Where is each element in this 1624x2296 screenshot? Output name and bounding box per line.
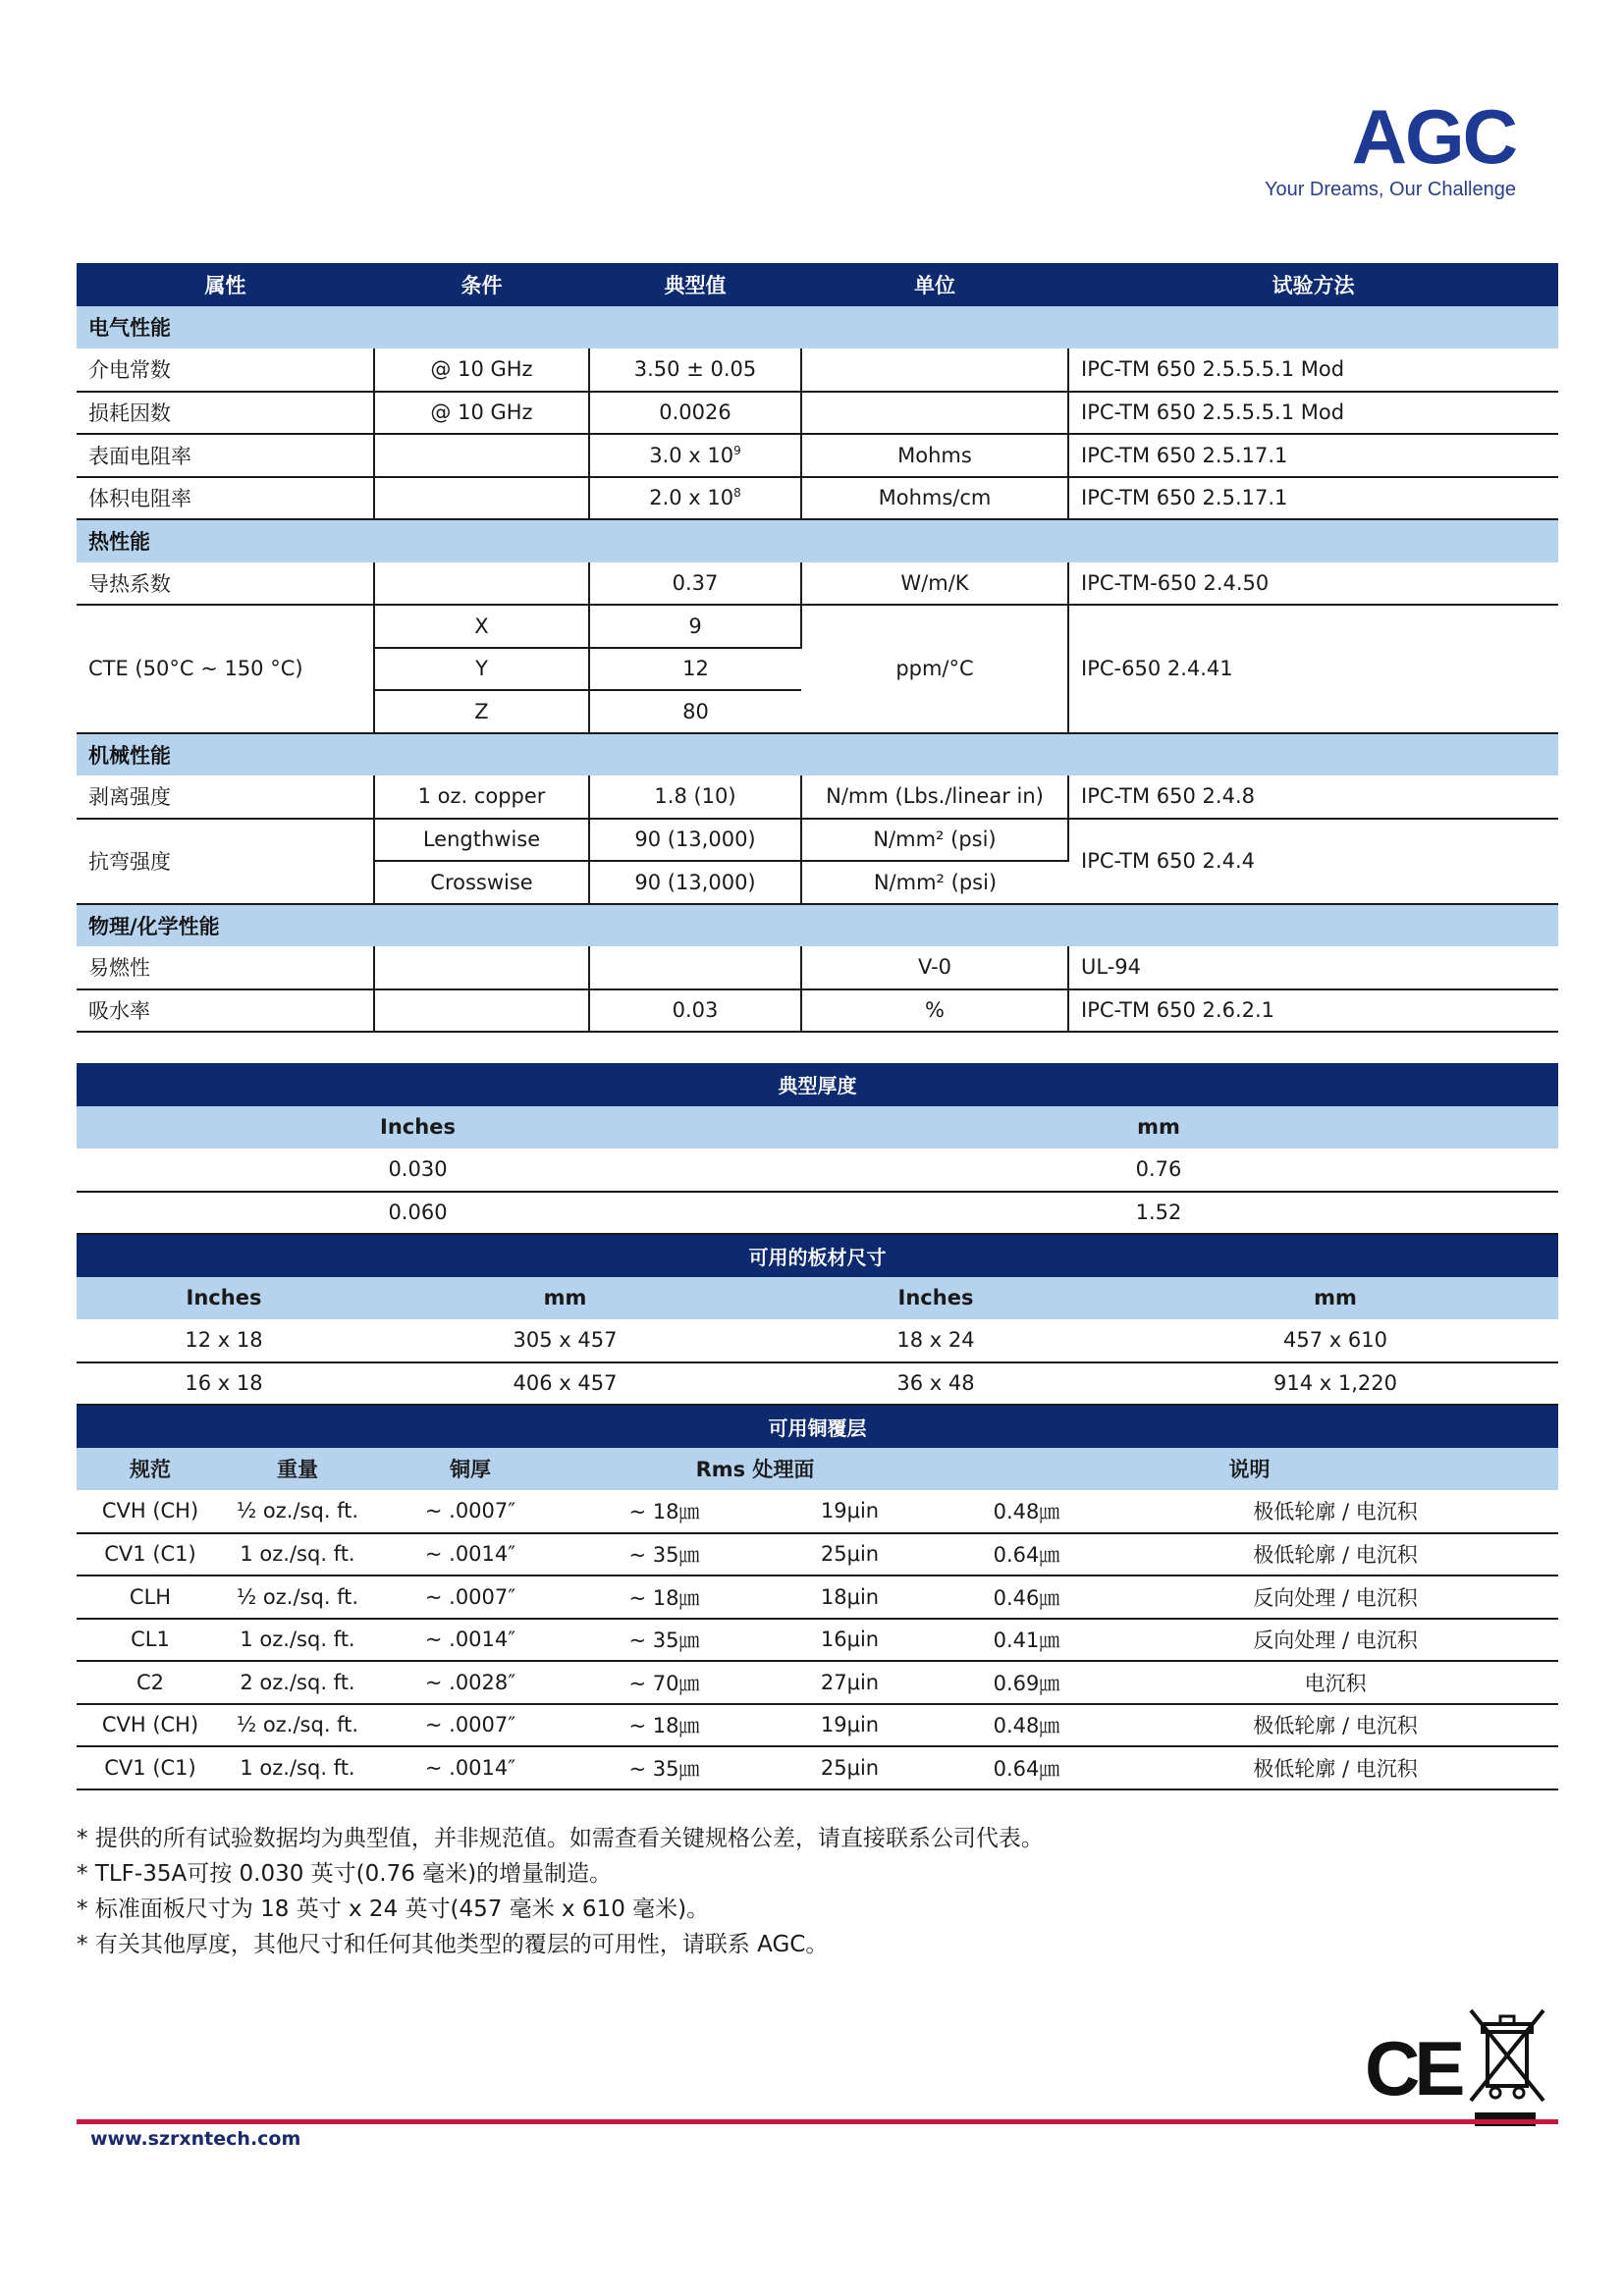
table-row (77, 392, 1558, 435)
copper-rms-uin: 25μin (759, 1533, 941, 1576)
method-cell: IPC-TM 650 2.6.2.1 (1068, 989, 1558, 1033)
section-row (77, 904, 1558, 947)
copper-title: 可用铜覆层 (77, 1405, 1558, 1448)
header-unit: 单位 (801, 263, 1068, 306)
copper-rms-um: ~ 18㎛ (569, 1575, 759, 1619)
table-row (77, 1661, 1558, 1704)
copper-thickness: ~ .0007″ (371, 1704, 569, 1747)
table-row (77, 562, 1558, 606)
prop-cell: CTE (50°C ~ 150 °C) (77, 605, 374, 733)
header-test-method: 试验方法 (1068, 263, 1558, 306)
copper-title-row (77, 1405, 1558, 1448)
prop-cell: 吸水率 (77, 989, 374, 1033)
panels-col: mm (1112, 1277, 1558, 1320)
copper-rms-um: ~ 70㎛ (569, 1661, 759, 1704)
table-row (77, 1575, 1558, 1619)
value-cell (589, 434, 801, 477)
panel-cell: 305 x 457 (371, 1319, 759, 1362)
prop-cell: 易燃性 (77, 946, 374, 989)
availability-table (77, 1063, 1558, 1790)
copper-spec: CV1 (C1) (77, 1746, 224, 1789)
panel-cell: 914 x 1,220 (1112, 1362, 1558, 1406)
copper-weight: 2 oz./sq. ft. (224, 1661, 371, 1704)
thickness-col-inches: Inches (77, 1106, 759, 1149)
unit-cell: W/m/K (801, 562, 1068, 606)
footnote: * 标准面板尺寸为 18 英寸 x 24 英寸(457 毫米 x 610 毫米)。 (77, 1892, 1044, 1927)
section-electrical: 电气性能 (77, 306, 1558, 349)
copper-desc: 极低轮廓 / 电沉积 (1112, 1533, 1558, 1576)
table-row (77, 348, 1558, 392)
table-row (77, 1362, 1558, 1406)
section-mechanical: 机械性能 (77, 733, 1558, 776)
prop-cell: 介电常数 (77, 348, 374, 392)
table-row (77, 434, 1558, 477)
copper-col-desc: 说明 (941, 1448, 1558, 1491)
method-cell: UL-94 (1068, 946, 1558, 989)
unit-cell: N/mm² (psi) (801, 819, 1068, 862)
table-row (77, 1704, 1558, 1747)
table-row (77, 989, 1558, 1033)
unit-cell: Mohms/cm (801, 477, 1068, 520)
table-row (77, 819, 1558, 862)
cond-cell: Crosswise (374, 861, 589, 904)
cond-cell: @ 10 GHz (374, 348, 589, 392)
footnote: * 有关其他厚度，其他尺寸和任何其他类型的覆层的可用性，请联系 AGC。 (77, 1927, 1044, 1962)
footnotes (77, 1821, 1044, 1962)
thickness-header-row (77, 1106, 1558, 1149)
thickness-mm: 1.52 (759, 1192, 1558, 1235)
table-row (77, 477, 1558, 520)
table-row (77, 605, 1558, 648)
panel-cell: 406 x 457 (371, 1362, 759, 1406)
method-cell: IPC-TM 650 2.5.5.5.1 Mod (1068, 348, 1558, 392)
thickness-col-mm: mm (759, 1106, 1558, 1149)
value-cell: 0.0026 (589, 392, 801, 435)
cond-cell: @ 10 GHz (374, 392, 589, 435)
logo-tagline: Your Dreams, Our Challenge (1264, 179, 1516, 200)
copper-rms-uin: 18μin (759, 1575, 941, 1619)
ce-mark-icon: CE (1365, 2025, 1460, 2111)
copper-rms-uin: 19μin (759, 1490, 941, 1533)
footnote: * 提供的所有试验数据均为典型值，并非规范值。如需查看关键规格公差，请直接联系公司代表。 (77, 1821, 1044, 1856)
panels-header-row (77, 1277, 1558, 1320)
copper-col-rms: Rms 处理面 (569, 1448, 941, 1491)
prop-cell: 抗弯强度 (77, 819, 374, 904)
copper-thickness: ~ .0007″ (371, 1575, 569, 1619)
value-cell: 90 (13,000) (589, 861, 801, 904)
panel-cell: 16 x 18 (77, 1362, 371, 1406)
unit-cell: N/mm (Lbs./linear in) (801, 775, 1068, 819)
copper-rms-um: ~ 18㎛ (569, 1704, 759, 1747)
cond-cell: Lengthwise (374, 819, 589, 862)
cond-cell (374, 946, 589, 989)
panel-cell: 457 x 610 (1112, 1319, 1558, 1362)
copper-weight: 1 oz./sq. ft. (224, 1619, 371, 1662)
thickness-mm: 0.76 (759, 1148, 1558, 1192)
copper-desc: 极低轮廓 / 电沉积 (1112, 1490, 1558, 1533)
panel-cell: 12 x 18 (77, 1319, 371, 1362)
value-cell: 0.37 (589, 562, 801, 606)
properties-header-row (77, 263, 1558, 306)
table-row (77, 1533, 1558, 1576)
cond-cell: Z (374, 690, 589, 733)
copper-rows (77, 1490, 1558, 1789)
value-cell: 9 (589, 605, 801, 648)
prop-cell: 体积电阻率 (77, 477, 374, 520)
section-row (77, 306, 1558, 349)
copper-weight: ½ oz./sq. ft. (224, 1575, 371, 1619)
value-base: 2.0 x 10 (649, 486, 734, 510)
panels-title: 可用的板材尺寸 (77, 1234, 1558, 1277)
copper-spec: CLH (77, 1575, 224, 1619)
copper-profile-um: 0.48㎛ (941, 1704, 1112, 1747)
copper-desc: 电沉积 (1112, 1661, 1558, 1704)
copper-profile-um: 0.48㎛ (941, 1490, 1112, 1533)
copper-weight: ½ oz./sq. ft. (224, 1704, 371, 1747)
table-row (77, 1619, 1558, 1662)
value-cell: 80 (589, 690, 801, 733)
copper-spec: CVH (CH) (77, 1704, 224, 1747)
panels-col: Inches (77, 1277, 371, 1320)
compliance-marks (1365, 2002, 1561, 2130)
copper-col-weight: 重量 (224, 1448, 371, 1491)
unit-cell: % (801, 989, 1068, 1033)
table-row (77, 1319, 1558, 1362)
value-cell: 0.03 (589, 989, 801, 1033)
copper-rms-um: ~ 18㎛ (569, 1490, 759, 1533)
copper-col-spec: 规范 (77, 1448, 224, 1491)
cond-cell: Y (374, 648, 589, 691)
copper-desc: 反向处理 / 电沉积 (1112, 1619, 1558, 1662)
copper-thickness: ~ .0014″ (371, 1619, 569, 1662)
method-cell: IPC-650 2.4.41 (1068, 605, 1558, 733)
unit-cell (801, 348, 1068, 392)
table-row (77, 1192, 1558, 1235)
copper-thickness: ~ .0014″ (371, 1746, 569, 1789)
copper-profile-um: 0.64㎛ (941, 1746, 1112, 1789)
copper-weight: 1 oz./sq. ft. (224, 1533, 371, 1576)
copper-rms-uin: 27μin (759, 1661, 941, 1704)
unit-cell (801, 392, 1068, 435)
copper-desc: 极低轮廓 / 电沉积 (1112, 1704, 1558, 1747)
properties-table (77, 263, 1558, 1033)
cond-cell (374, 477, 589, 520)
panels-col: Inches (759, 1277, 1112, 1320)
copper-profile-um: 0.46㎛ (941, 1575, 1112, 1619)
method-cell: IPC-TM 650 2.4.8 (1068, 775, 1558, 819)
header-typical-value: 典型值 (589, 263, 801, 306)
weee-bin-icon (1463, 2002, 1551, 2110)
prop-cell: 损耗因数 (77, 392, 374, 435)
table-row (77, 1490, 1558, 1533)
prop-cell: 剥离强度 (77, 775, 374, 819)
method-cell: IPC-TM 650 2.5.17.1 (1068, 434, 1558, 477)
copper-rms-uin: 25μin (759, 1746, 941, 1789)
unit-cell: V-0 (801, 946, 1068, 989)
table-row (77, 1148, 1558, 1192)
copper-rms-um: ~ 35㎛ (569, 1746, 759, 1789)
value-cell: 12 (589, 648, 801, 691)
section-row (77, 733, 1558, 776)
copper-weight: ½ oz./sq. ft. (224, 1490, 371, 1533)
value-cell: 1.8 (10) (589, 775, 801, 819)
thickness-title-row (77, 1063, 1558, 1106)
method-cell: IPC-TM 650 2.5.17.1 (1068, 477, 1558, 520)
value-cell (589, 477, 801, 520)
copper-spec: CV1 (C1) (77, 1533, 224, 1576)
value-base: 3.0 x 10 (649, 443, 734, 467)
copper-rms-um: ~ 35㎛ (569, 1533, 759, 1576)
value-exponent: 8 (733, 486, 741, 501)
section-thermal: 热性能 (77, 519, 1558, 562)
copper-rms-uin: 16μin (759, 1619, 941, 1662)
method-cell: IPC-TM 650 2.4.4 (1068, 819, 1558, 904)
copper-header-row (77, 1448, 1558, 1491)
copper-thickness: ~ .0007″ (371, 1490, 569, 1533)
panels-col: mm (371, 1277, 759, 1320)
table-row (77, 1746, 1558, 1789)
section-physchem: 物理/化学性能 (77, 904, 1558, 947)
copper-rms-um: ~ 35㎛ (569, 1619, 759, 1662)
panels-title-row (77, 1234, 1558, 1277)
cond-cell: X (374, 605, 589, 648)
thickness-inches: 0.060 (77, 1192, 759, 1235)
copper-profile-um: 0.69㎛ (941, 1661, 1112, 1704)
header-condition: 条件 (374, 263, 589, 306)
copper-desc: 反向处理 / 电沉积 (1112, 1575, 1558, 1619)
cond-cell (374, 434, 589, 477)
cond-cell (374, 562, 589, 606)
copper-profile-um: 0.41㎛ (941, 1619, 1112, 1662)
table-row (77, 946, 1558, 989)
prop-cell: 导热系数 (77, 562, 374, 606)
prop-cell: 表面电阻率 (77, 434, 374, 477)
section-row (77, 519, 1558, 562)
value-cell: 90 (13,000) (589, 819, 801, 862)
logo-wordmark: AGC (1351, 93, 1516, 180)
value-cell (589, 946, 801, 989)
panel-cell: 36 x 48 (759, 1362, 1112, 1406)
panel-cell: 18 x 24 (759, 1319, 1112, 1362)
footer-rule (77, 2119, 1558, 2124)
header-property: 属性 (77, 263, 374, 306)
unit-cell: ppm/°C (801, 605, 1068, 733)
value-cell: 3.50 ± 0.05 (589, 348, 801, 392)
footer-url: www.szrxntech.com (90, 2128, 301, 2150)
thickness-title: 典型厚度 (77, 1063, 1558, 1106)
table-row (77, 775, 1558, 819)
copper-spec: CVH (CH) (77, 1490, 224, 1533)
copper-thickness: ~ .0028″ (371, 1661, 569, 1704)
copper-weight: 1 oz./sq. ft. (224, 1746, 371, 1789)
copper-thickness: ~ .0014″ (371, 1533, 569, 1576)
copper-profile-um: 0.64㎛ (941, 1533, 1112, 1576)
copper-col-thickness: 铜厚 (371, 1448, 569, 1491)
copper-spec: C2 (77, 1661, 224, 1704)
cond-cell: 1 oz. copper (374, 775, 589, 819)
copper-spec: CL1 (77, 1619, 224, 1662)
value-exponent: 9 (733, 443, 741, 457)
method-cell: IPC-TM-650 2.4.50 (1068, 562, 1558, 606)
copper-desc: 极低轮廓 / 电沉积 (1112, 1746, 1558, 1789)
copper-rms-uin: 19μin (759, 1704, 941, 1747)
cond-cell (374, 989, 589, 1033)
agc-logo (1264, 93, 1516, 201)
thickness-inches: 0.030 (77, 1148, 759, 1192)
unit-cell: N/mm² (psi) (801, 861, 1068, 904)
unit-cell: Mohms (801, 434, 1068, 477)
method-cell: IPC-TM 650 2.5.5.5.1 Mod (1068, 392, 1558, 435)
footnote: * TLF-35A可按 0.030 英寸(0.76 毫米)的增量制造。 (77, 1856, 1044, 1892)
